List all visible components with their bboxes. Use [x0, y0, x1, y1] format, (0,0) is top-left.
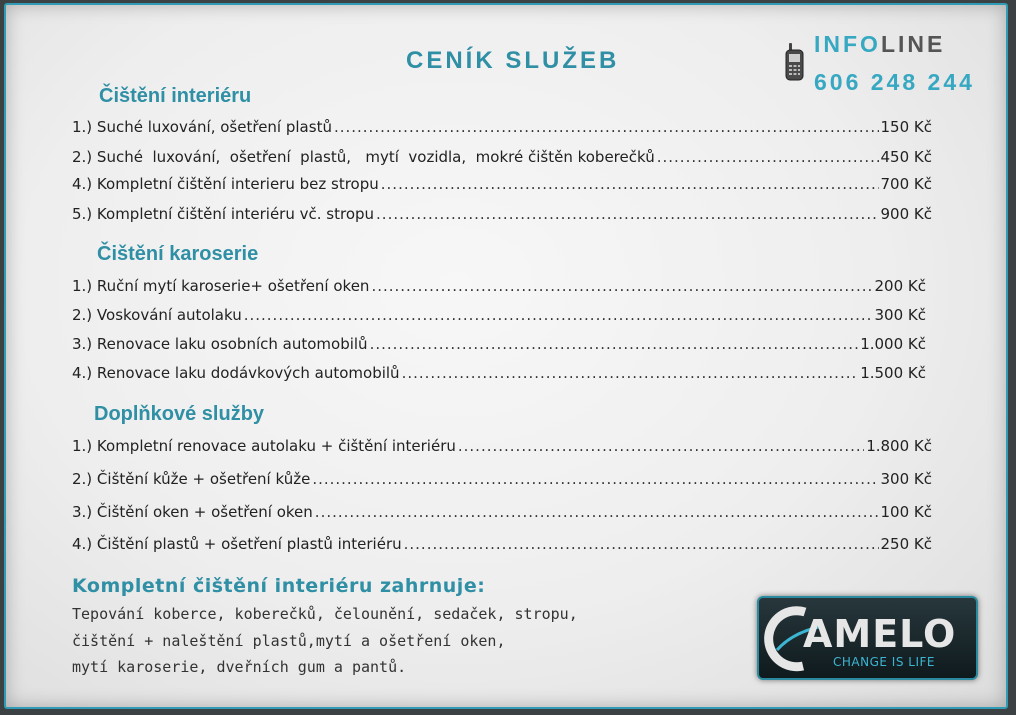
price-list-card [4, 3, 1008, 709]
service-price: 250 Kč [880, 535, 932, 553]
note-line: čištění + naleštění plastů,mytí a ošetření oken, [72, 632, 506, 650]
service-name: 3.) Čištění oken + ošetření oken [72, 503, 313, 521]
section-title-interior: Čištění interiéru [99, 85, 252, 107]
service-price: 1.000 Kč [860, 335, 926, 353]
service-price: 900 Kč [880, 205, 932, 223]
service-name: 2.) Voskování autolaku [72, 306, 242, 324]
service-name: 4.) Renovace laku dodávkových automobilů [72, 364, 400, 382]
infoline-label-line: LINE [880, 31, 946, 57]
service-price: 200 Kč [874, 277, 926, 295]
price-row [72, 118, 932, 136]
price-row [72, 277, 926, 295]
logo-tagline: CHANGE IS LIFE [833, 655, 935, 669]
infoline-label [814, 31, 945, 58]
infoline-label-info: INFO [814, 31, 881, 57]
service-price: 150 Kč [880, 118, 932, 136]
price-row [72, 535, 932, 553]
price-row [72, 437, 932, 455]
price-row [72, 306, 926, 324]
price-row [72, 470, 932, 488]
page-title: CENÍK SLUŽEB [406, 47, 620, 74]
mobile-phone-icon [784, 43, 806, 81]
service-name: 5.) Kompletní čištění interiéru vč. stropu [72, 205, 375, 223]
service-price: 100 Kč [880, 503, 932, 521]
service-price: 300 Kč [874, 306, 926, 324]
price-row [72, 503, 932, 521]
note-line: mytí karoserie, dveřních gum a pantů. [72, 658, 407, 676]
service-price: 300 Kč [880, 470, 932, 488]
section-title-extra: Doplňkové služby [94, 403, 265, 425]
service-name: 2.) Čištění kůže + ošetření kůže [72, 470, 311, 488]
service-price: 1.800 Kč [866, 437, 932, 455]
price-row [72, 205, 932, 223]
camelo-logo [757, 596, 978, 680]
service-price: 450 Kč [880, 148, 932, 166]
price-row [72, 148, 932, 166]
service-name: 2.) Suché luxování, ošetření plastů, mytí vozidla, mokré čištěn koberečků [72, 148, 655, 166]
note-line: Tepování koberce, koberečků, čelounění, sedaček, stropu, [72, 605, 578, 623]
service-name: 3.) Renovace laku osobních automobilů [72, 335, 368, 353]
price-row [72, 335, 926, 353]
service-price: 700 Kč [880, 175, 932, 193]
section-title-body: Čištění karoserie [97, 243, 259, 265]
note-title: Kompletní čištění interiéru zahrnuje: [72, 575, 486, 597]
service-name: 4.) Kompletní čištění interieru bez stropu [72, 175, 379, 193]
price-row [72, 175, 932, 193]
service-name: 4.) Čištění plastů + ošetření plastů interiéru [72, 535, 402, 553]
service-name: 1.) Kompletní renovace autolaku + čištění interiéru [72, 437, 456, 455]
service-name: 1.) Suché luxování, ošetření plastů [72, 118, 332, 136]
infoline-phone[interactable]: 606 248 244 [814, 69, 975, 95]
price-row [72, 364, 926, 382]
service-name: 1.) Ruční mytí karoserie+ ošetření oken [72, 277, 370, 295]
logo-name: AMELO [803, 612, 957, 656]
service-price: 1.500 Kč [860, 364, 926, 382]
